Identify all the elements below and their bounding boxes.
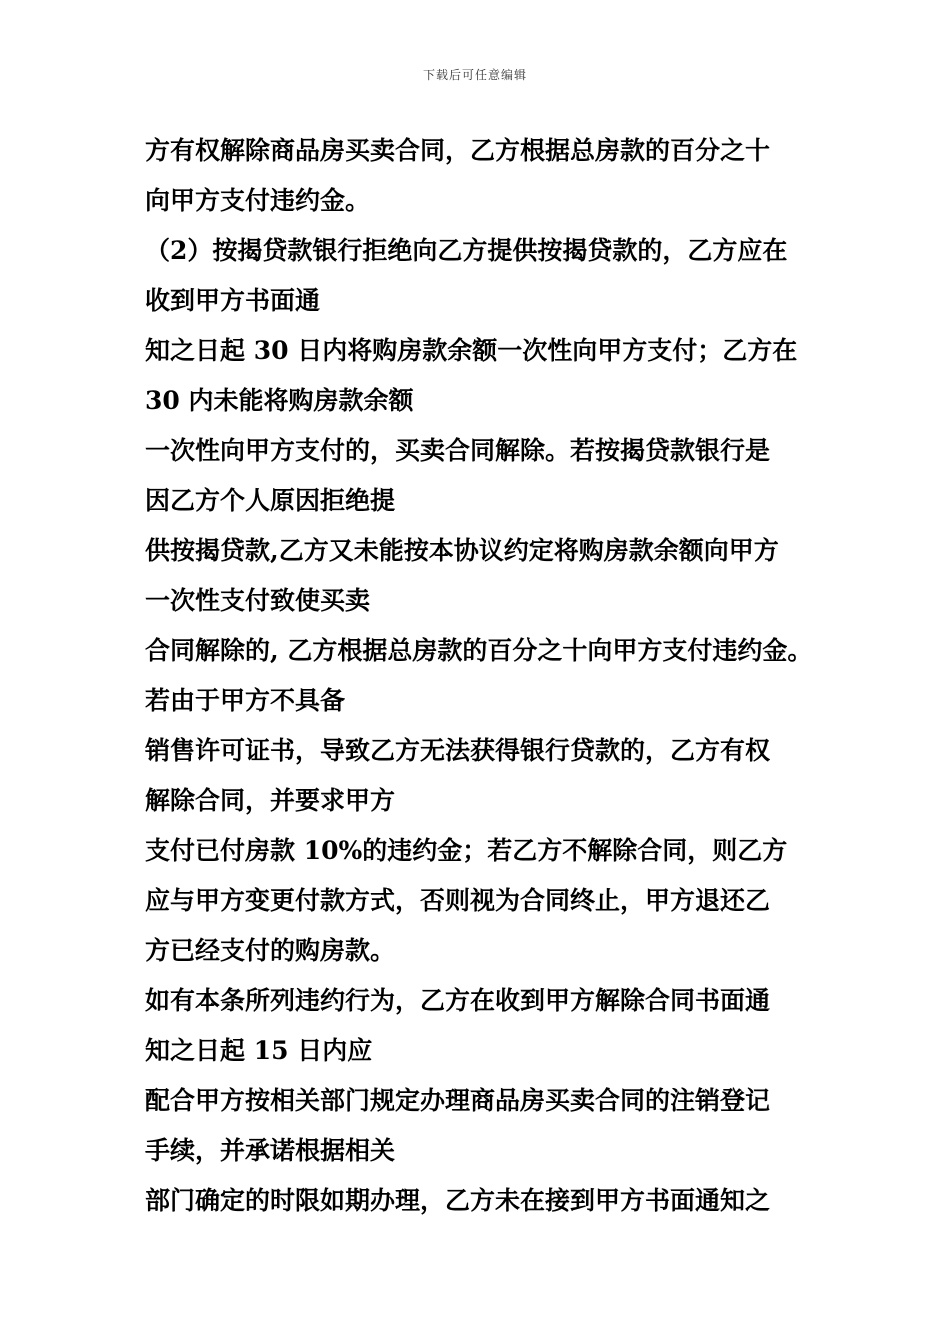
text-line: 销售许可证书，导致乙方无法获得银行贷款的，乙方有权 <box>145 736 771 765</box>
text-line: 方已经支付的购房款。 <box>145 936 396 965</box>
text-line: 供按揭贷款,乙方又未能按本协议约定将购房款余额向甲方 <box>145 536 779 565</box>
text-line: 部门确定的时限如期办理，乙方未在接到甲方书面通知之 <box>145 1186 771 1215</box>
text-line: 一次性向甲方支付的，买卖合同解除。若按揭贷款银行是 <box>145 436 771 465</box>
text-line: 手续，并承诺根据相关 <box>145 1136 396 1165</box>
text-line: 应与甲方变更付款方式，否则视为合同终止，甲方退还乙 <box>145 886 771 915</box>
text-line: 向甲方支付违约金。 <box>145 186 371 215</box>
text-line: 知之日起 30 日内将购房款余额一次性向甲方支付；乙方在 <box>145 336 798 365</box>
text-line: 合同解除的, 乙方根据总房款的百分之十向甲方支付违约金。 <box>145 636 813 665</box>
text-line: 因乙方个人原因拒绝提 <box>145 486 396 515</box>
text-line: 如有本条所列违约行为，乙方在收到甲方解除合同书面通 <box>145 986 771 1015</box>
text-line: 知之日起 15 日内应 <box>145 1036 373 1065</box>
text-line: 支付已付房款 10%的违约金；若乙方不解除合同，则乙方 <box>145 836 788 865</box>
text-line: 一次性支付致使买卖 <box>145 586 371 615</box>
text-line: 若由于甲方不具备 <box>145 686 346 715</box>
text-line: 方有权解除商品房买卖合同，乙方根据总房款的百分之十 <box>145 136 771 165</box>
text-line: 配合甲方按相关部门规定办理商品房买卖合同的注销登记 <box>145 1086 771 1115</box>
text-line: 收到甲方书面通 <box>145 286 321 315</box>
text-line: 30 内未能将购房款余额 <box>145 386 414 415</box>
text-line: 解除合同，并要求甲方 <box>145 786 396 815</box>
text-line: （2）按揭贷款银行拒绝向乙方提供按揭贷款的，乙方应在 <box>145 236 788 265</box>
page-header: 下载后可任意编辑 <box>422 68 527 82</box>
document-body <box>145 126 835 1226</box>
